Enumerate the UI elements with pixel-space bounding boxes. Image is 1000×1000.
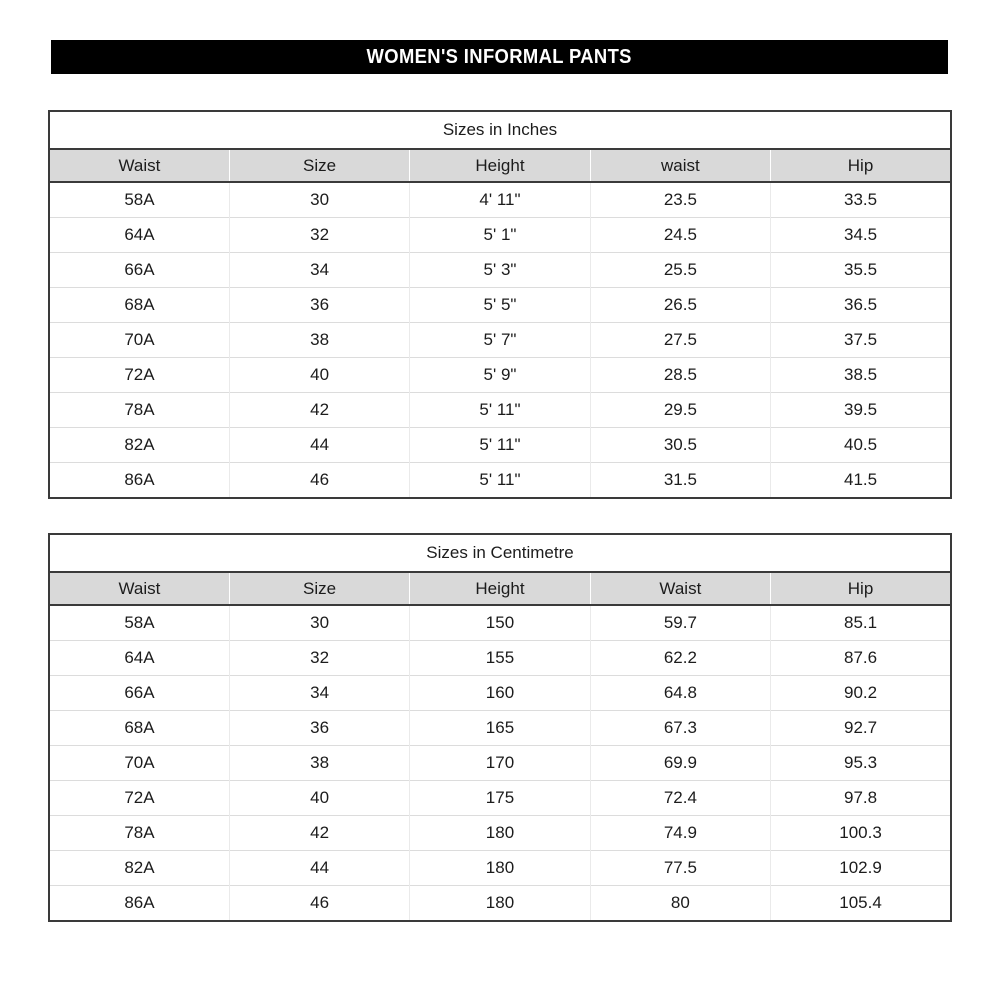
table-row bbox=[49, 393, 951, 428]
table-cell: 27.5 bbox=[590, 323, 770, 358]
sizes-in-inches-table bbox=[48, 110, 952, 499]
table-cell: 40 bbox=[229, 358, 409, 393]
table-cell: 180 bbox=[410, 851, 590, 886]
table-cell: 160 bbox=[410, 676, 590, 711]
table-row bbox=[49, 851, 951, 886]
table-cell: 80 bbox=[590, 886, 770, 922]
table-cell: 82A bbox=[49, 428, 229, 463]
table-cell: 5' 11" bbox=[410, 428, 590, 463]
table-cell: 90.2 bbox=[771, 676, 951, 711]
table-cell: 39.5 bbox=[771, 393, 951, 428]
table-cell: 150 bbox=[410, 605, 590, 641]
table-cell: 46 bbox=[229, 463, 409, 499]
table-cell: 32 bbox=[229, 641, 409, 676]
table-row bbox=[49, 641, 951, 676]
table-cell: 5' 3" bbox=[410, 253, 590, 288]
table-cell: 72.4 bbox=[590, 781, 770, 816]
column-header: Size bbox=[229, 572, 409, 605]
table-cell: 66A bbox=[49, 676, 229, 711]
table-cell: 5' 11" bbox=[410, 393, 590, 428]
table-cell: 95.3 bbox=[771, 746, 951, 781]
table-cell: 64A bbox=[49, 641, 229, 676]
table-cell: 69.9 bbox=[590, 746, 770, 781]
table-cell: 175 bbox=[410, 781, 590, 816]
table-cell: 31.5 bbox=[590, 463, 770, 499]
table-cell: 70A bbox=[49, 323, 229, 358]
table-cell: 165 bbox=[410, 711, 590, 746]
table-header-row bbox=[49, 572, 951, 605]
table-cell: 38 bbox=[229, 746, 409, 781]
table-cell: 30 bbox=[229, 182, 409, 218]
table-cell: 70A bbox=[49, 746, 229, 781]
column-header: Size bbox=[229, 149, 409, 182]
table-cell: 26.5 bbox=[590, 288, 770, 323]
column-header: Height bbox=[410, 149, 590, 182]
table-header-row bbox=[49, 149, 951, 182]
table-cell: 38.5 bbox=[771, 358, 951, 393]
table-cell: 36.5 bbox=[771, 288, 951, 323]
table-cell: 34.5 bbox=[771, 218, 951, 253]
table-cell: 30 bbox=[229, 605, 409, 641]
table-cell: 78A bbox=[49, 816, 229, 851]
table-cell: 100.3 bbox=[771, 816, 951, 851]
table-cell: 102.9 bbox=[771, 851, 951, 886]
table-cell: 4' 11" bbox=[410, 182, 590, 218]
table-cell: 5' 9" bbox=[410, 358, 590, 393]
table-row bbox=[49, 358, 951, 393]
table-cell: 180 bbox=[410, 886, 590, 922]
table-cell: 42 bbox=[229, 393, 409, 428]
column-header: Waist bbox=[49, 149, 229, 182]
table-row bbox=[49, 746, 951, 781]
table-cell: 37.5 bbox=[771, 323, 951, 358]
table-cell: 24.5 bbox=[590, 218, 770, 253]
table-cell: 40.5 bbox=[771, 428, 951, 463]
table-cell: 105.4 bbox=[771, 886, 951, 922]
column-header: waist bbox=[590, 149, 770, 182]
table-row bbox=[49, 605, 951, 641]
table-cell: 5' 5" bbox=[410, 288, 590, 323]
table-cell: 86A bbox=[49, 886, 229, 922]
table-row bbox=[49, 323, 951, 358]
table-cell: 77.5 bbox=[590, 851, 770, 886]
table-cell: 64A bbox=[49, 218, 229, 253]
table-cell: 35.5 bbox=[771, 253, 951, 288]
table-row bbox=[49, 288, 951, 323]
table-cell: 82A bbox=[49, 851, 229, 886]
table-cell: 30.5 bbox=[590, 428, 770, 463]
table-row bbox=[49, 816, 951, 851]
table-row bbox=[49, 711, 951, 746]
table-cell: 78A bbox=[49, 393, 229, 428]
table-cell: 85.1 bbox=[771, 605, 951, 641]
table-cell: 32 bbox=[229, 218, 409, 253]
page-title: WOMEN'S INFORMAL PANTS bbox=[366, 45, 633, 68]
table-cell: 170 bbox=[410, 746, 590, 781]
table-row bbox=[49, 463, 951, 499]
table-row bbox=[49, 781, 951, 816]
table-cell: 5' 7" bbox=[410, 323, 590, 358]
table-cell: 87.6 bbox=[771, 641, 951, 676]
table-row bbox=[49, 428, 951, 463]
column-header: Waist bbox=[590, 572, 770, 605]
table-caption: Sizes in Centimetre bbox=[49, 534, 951, 572]
table-cell: 58A bbox=[49, 605, 229, 641]
table-cell: 97.8 bbox=[771, 781, 951, 816]
table-cell: 28.5 bbox=[590, 358, 770, 393]
table-cell: 40 bbox=[229, 781, 409, 816]
table-cell: 36 bbox=[229, 711, 409, 746]
table-cell: 41.5 bbox=[771, 463, 951, 499]
table-cell: 62.2 bbox=[590, 641, 770, 676]
table-cell: 5' 11" bbox=[410, 463, 590, 499]
table-cell: 38 bbox=[229, 323, 409, 358]
table-cell: 23.5 bbox=[590, 182, 770, 218]
table-cell: 74.9 bbox=[590, 816, 770, 851]
table-cell: 34 bbox=[229, 676, 409, 711]
table-cell: 180 bbox=[410, 816, 590, 851]
column-header: Hip bbox=[771, 149, 951, 182]
table-row bbox=[49, 218, 951, 253]
table-caption: Sizes in Inches bbox=[49, 111, 951, 149]
column-header: Waist bbox=[49, 572, 229, 605]
table-cell: 64.8 bbox=[590, 676, 770, 711]
table-cell: 155 bbox=[410, 641, 590, 676]
table-cell: 29.5 bbox=[590, 393, 770, 428]
table-row bbox=[49, 676, 951, 711]
sizes-in-centimetre-table bbox=[48, 533, 952, 922]
table-row bbox=[49, 182, 951, 218]
table-cell: 44 bbox=[229, 851, 409, 886]
table-cell: 67.3 bbox=[590, 711, 770, 746]
table-cell: 5' 1" bbox=[410, 218, 590, 253]
table-cell: 68A bbox=[49, 711, 229, 746]
table-cell: 86A bbox=[49, 463, 229, 499]
table-cell: 42 bbox=[229, 816, 409, 851]
table-cell: 33.5 bbox=[771, 182, 951, 218]
table-cell: 72A bbox=[49, 358, 229, 393]
table-row bbox=[49, 253, 951, 288]
table-cell: 58A bbox=[49, 182, 229, 218]
table-cell: 46 bbox=[229, 886, 409, 922]
table-row bbox=[49, 886, 951, 922]
table-cell: 59.7 bbox=[590, 605, 770, 641]
column-header: Hip bbox=[771, 572, 951, 605]
table-cell: 92.7 bbox=[771, 711, 951, 746]
table-cell: 44 bbox=[229, 428, 409, 463]
table-cell: 72A bbox=[49, 781, 229, 816]
table-cell: 34 bbox=[229, 253, 409, 288]
table-cell: 66A bbox=[49, 253, 229, 288]
table-cell: 68A bbox=[49, 288, 229, 323]
column-header: Height bbox=[410, 572, 590, 605]
title-banner bbox=[51, 40, 948, 74]
table-cell: 25.5 bbox=[590, 253, 770, 288]
table-cell: 36 bbox=[229, 288, 409, 323]
